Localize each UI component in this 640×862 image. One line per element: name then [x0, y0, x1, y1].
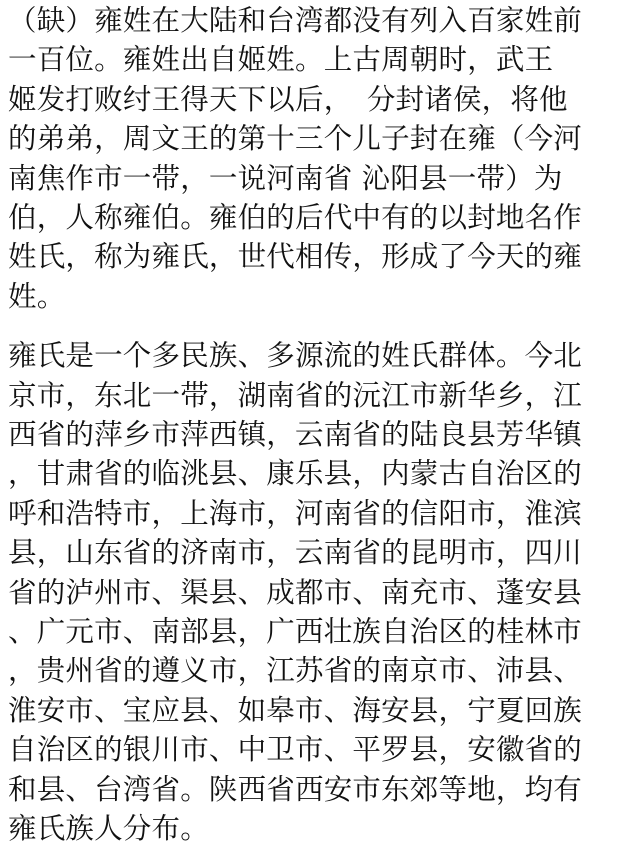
- text-line: 西省的萍乡市萍西镇，云南省的陆良县芳华镇: [8, 418, 583, 451]
- text-line: 姓氏，称为雍氏，世代相传，形成了今天的雍: [8, 240, 583, 274]
- text-line: ，甘肃省的临洮县、康乐县，内蒙古自治区的: [8, 457, 583, 491]
- document-page: [8, 0, 632, 862]
- text-line: 南焦作市一带，一说河南省 沁阳县一带）为: [8, 161, 563, 195]
- text-line: 自治区的银川市、中卫市、平罗县，安徽省的: [8, 733, 583, 767]
- text-line: 县，山东省的济南市，云南省的昆明市，四川: [8, 536, 583, 570]
- text-line: 伯，人称雍伯。雍伯的后代中有的以封地名作: [8, 201, 583, 234]
- text-line: 、广元市、南部县，广西壮族自治区的桂林市: [8, 615, 583, 648]
- text-line: 姬发打败纣王得天下以后， 分封诸侯，将他: [8, 82, 568, 116]
- text-line: 淮安市、宝应县、如皋市、海安县，宁夏回族: [8, 693, 583, 727]
- text-line: 京市，东北一带，湖南省的沅江市新华乡，江: [8, 378, 583, 412]
- text-line: 的弟弟，周文王的第十三个儿子封在雍（今河: [8, 122, 583, 156]
- text-line: 省的泸州市、渠县、成都市、南充市、蓬安县: [8, 575, 583, 609]
- text-line: 雍氏族人分布。: [8, 812, 209, 845]
- text-line: （缺）雍姓在大陆和台湾都没有列入百家姓前: [8, 4, 583, 37]
- text-line: ，贵州省的遵义市，江苏省的南京市、沛县、: [8, 654, 583, 688]
- text-line: 姓。: [8, 279, 66, 313]
- text-line: 和县、台湾省。陕西省西安市东郊等地，均有: [8, 772, 583, 806]
- text-line: 雍氏是一个多民族、多源流的姓氏群体。今北: [8, 339, 583, 373]
- text-line: 一百位。雍姓出自姬姓。上古周朝时，武王: [8, 43, 554, 77]
- text-line: 呼和浩特市，上海市，河南省的信阳市，淮滨: [8, 496, 583, 530]
